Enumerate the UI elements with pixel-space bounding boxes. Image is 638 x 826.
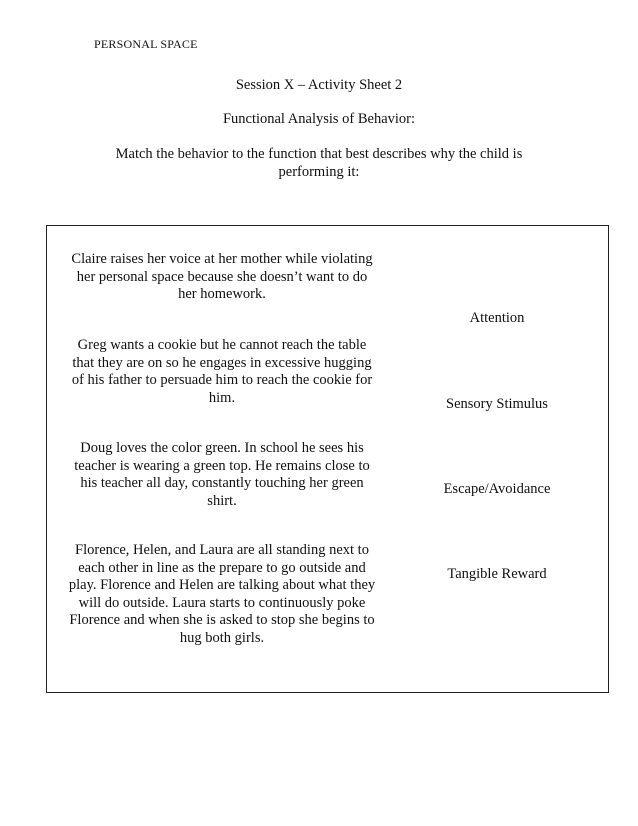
matching-box	[46, 225, 609, 693]
behavior-item-doug: Doug loves the color green. In school he sees his teacher is wearing a green top. He remains close to his teacher all day, constantly touching her green shirt.	[74, 440, 370, 509]
running-header: PERSONAL SPACE	[94, 37, 198, 51]
behavior-item-florence: Florence, Helen, and Laura are all standing next to each other in line as the prepare to go outside and play. Florence and Helen are talking about what they will do outside. Laura starts to continuously poke Florence and when she is asked to stop she begins to hug both girls.	[68, 542, 376, 646]
function-item-escape-avoidance: Escape/Avoidance	[443, 481, 551, 497]
function-item-tangible-reward: Tangible Reward	[447, 566, 547, 582]
behavior-item-claire: Claire raises her voice at her mother while violating her personal space because she doesn’t want to do her homework.	[71, 251, 373, 302]
instructions-text: Match the behavior to the function that best describes why the child is performing it:	[115, 146, 523, 180]
worksheet-subtitle: Functional Analysis of Behavior:	[222, 111, 416, 127]
behavior-item-greg: Greg wants a cookie but he cannot reach the table that they are on so he engages in excessive hugging of his father to persuade him to reach the cookie for him.	[71, 337, 373, 406]
session-title: Session X – Activity Sheet 2	[235, 77, 403, 93]
function-item-sensory-stimulus: Sensory Stimulus	[446, 396, 548, 412]
function-item-attention: Attention	[469, 310, 525, 326]
